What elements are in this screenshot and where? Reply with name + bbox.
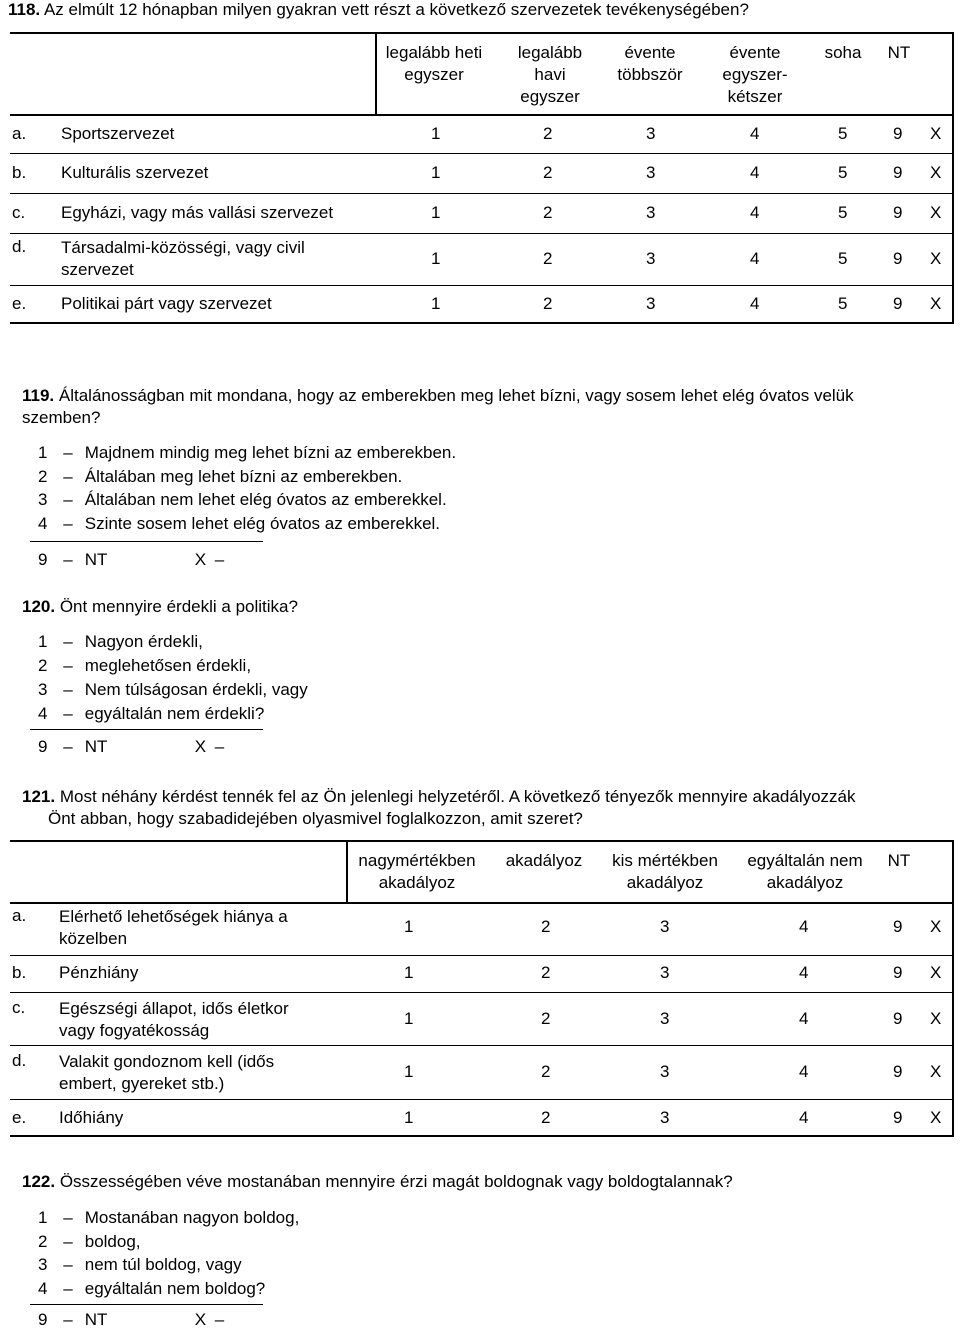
question-122-title: 122. Összességében véve mostanában mennyire érzi magát boldognak vagy boldogtalannak? xyxy=(22,1172,733,1191)
answer-option[interactable]: 2 – Általában meg lehet bízni az emberekben. xyxy=(38,467,403,486)
header-cell: egyáltalán nem akadályoz xyxy=(747,851,863,892)
answer-option[interactable]: 2 – boldog, xyxy=(38,1232,141,1251)
table-top-border xyxy=(10,32,954,34)
answer-option[interactable]: 1 – Majdnem mindig meg lehet bízni az emberekben. xyxy=(38,443,457,462)
table-header-divider xyxy=(375,32,377,114)
question-118-title xyxy=(8,0,749,20)
header-cell: nagymértékben akadályoz xyxy=(358,851,476,892)
answer-option[interactable]: 1 – Nagyon érdekli, xyxy=(38,632,203,651)
question-120-title: 120. Önt mennyire érdekli a politika? xyxy=(22,597,298,616)
answer-option[interactable]: 1 – Mostanában nagyon boldog, xyxy=(38,1208,300,1227)
answer-option[interactable]: 4 – egyáltalán nem érdekli? xyxy=(38,704,265,723)
answer-option[interactable]: 4 – egyáltalán nem boldog? xyxy=(38,1279,266,1298)
answer-option[interactable]: 3 – Általában nem lehet elég óvatos az emberekkel. xyxy=(38,490,447,509)
header-cell: évente egyszer- kétszer xyxy=(722,43,788,106)
nt-line[interactable]: 9 – NT X – xyxy=(38,550,225,569)
answer-option[interactable]: 2 – meglehetősen érdekli, xyxy=(38,656,252,675)
header-cell: legalább havi egyszer xyxy=(517,43,583,106)
table-header-bottom xyxy=(10,114,954,116)
nt-line[interactable]: 9 – NT X – xyxy=(38,1310,225,1329)
answer-option[interactable]: 3 – Nem túlságosan érdekli, vagy xyxy=(38,680,308,699)
question-119-title: 119. Általánosságban mit mondana, hogy az emberekben meg lehet bízni, vagy sosem lehet elég óvatos velük szemben? xyxy=(22,386,854,427)
header-cell: soha xyxy=(824,43,862,62)
answer-option[interactable]: 4 – Szinte sosem lehet elég óvatos az emberekkel. xyxy=(38,514,441,533)
header-cell: akadályoz xyxy=(505,851,583,870)
question-text: Az elmúlt 12 hónapban milyen gyakran vett részt a következő szervezetek tevékenységében? xyxy=(43,0,749,19)
header-cell: NT xyxy=(887,43,911,62)
table-bottom-border xyxy=(10,322,954,324)
answer-option[interactable]: 3 – nem túl boldog, vagy xyxy=(38,1255,242,1274)
header-cell: kis mértékben akadályoz xyxy=(612,851,718,892)
table-right-border xyxy=(952,32,954,324)
question-number: 118. xyxy=(8,0,41,19)
question-121-title: 121. Most néhány kérdést tennék fel az Ön jelenlegi helyzetéről. A következő tényezők mennyire akadályozzák Önt abban, hogy szabadidejében olyasmivel foglalkozzon, amit szeret? xyxy=(22,787,856,828)
nt-line[interactable]: 9 – NT X – xyxy=(38,737,225,756)
header-cell: évente többször xyxy=(617,43,683,84)
header-cell: NT xyxy=(887,851,911,870)
header-cell: legalább heti egyszer xyxy=(385,43,483,84)
